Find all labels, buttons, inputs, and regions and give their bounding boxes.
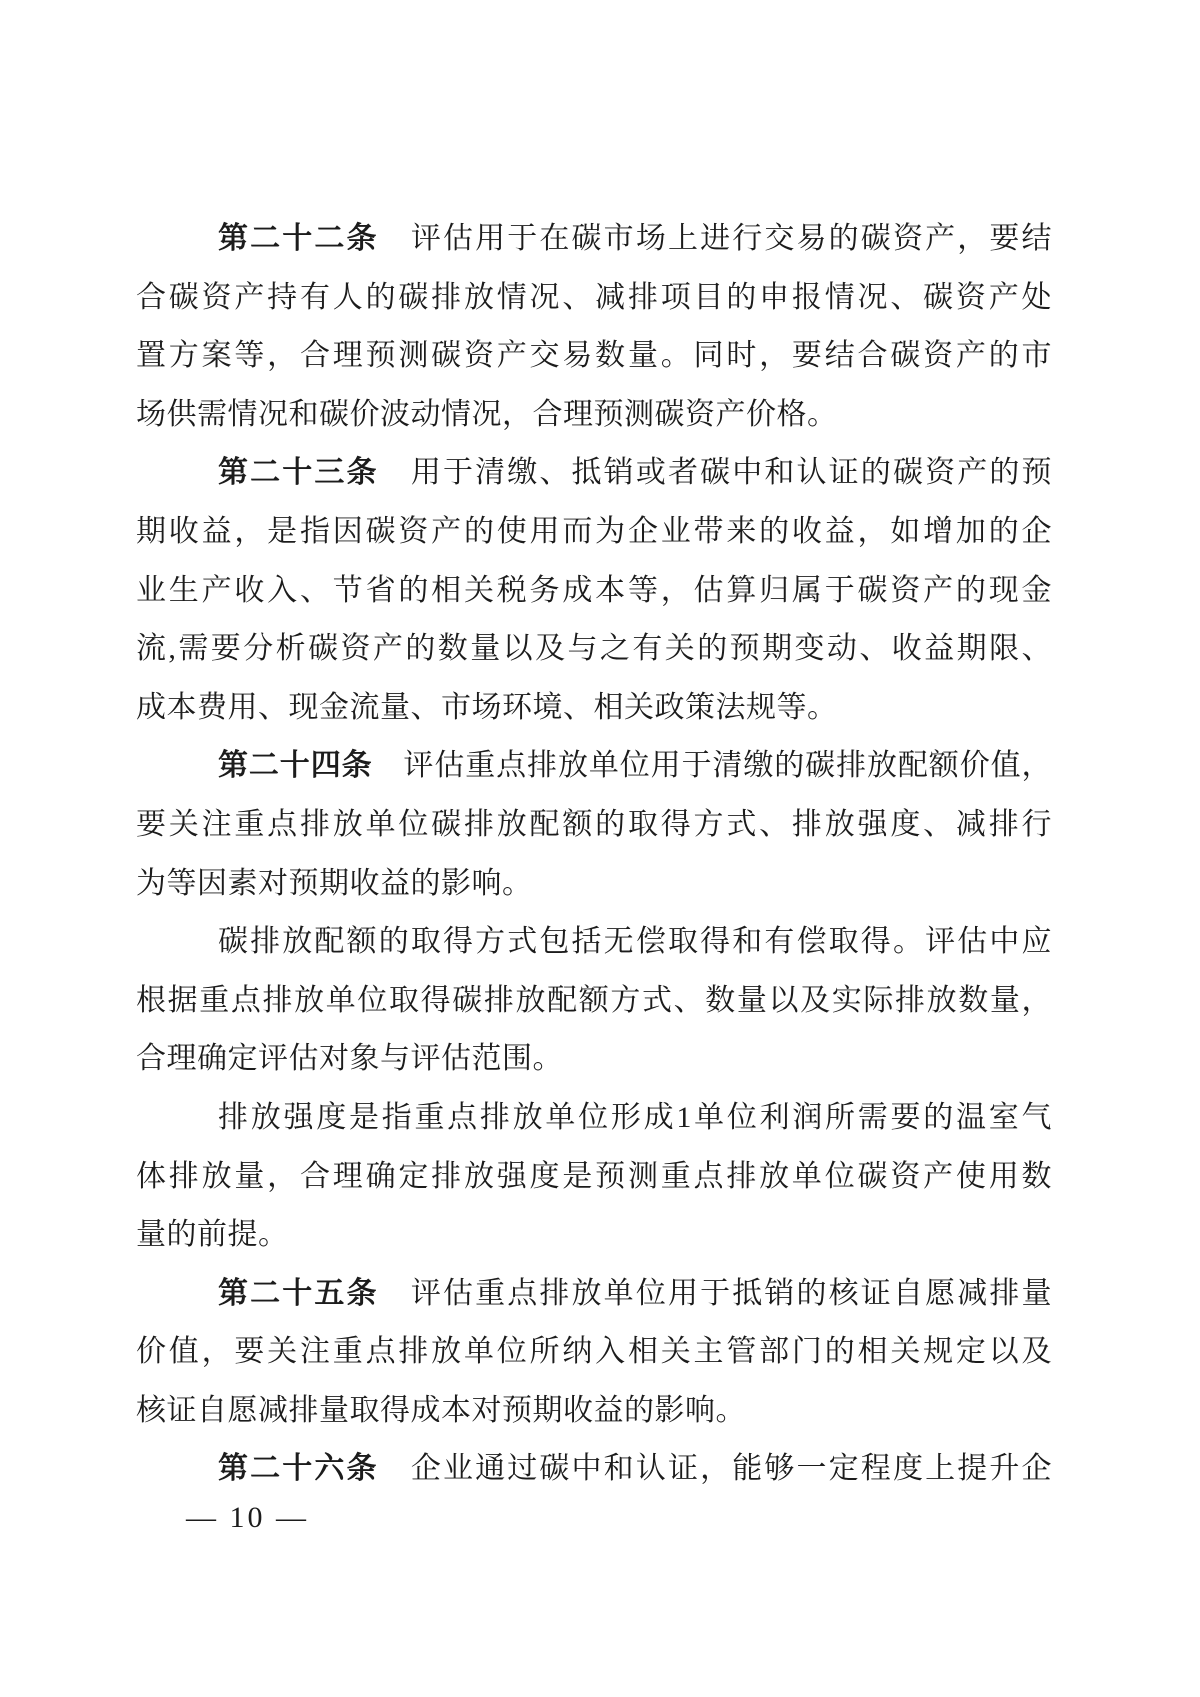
- line-text: 成本费用、现金流量、市场环境、相关政策法规等。: [136, 690, 838, 724]
- text-line: [136, 503, 1052, 562]
- line-text: 评估重点排放单位用于抵销的核证自愿减排量: [378, 1276, 1053, 1310]
- line-text: 流,需要分析碳资产的数量以及与之有关的预期变动、收益期限、: [136, 632, 1052, 666]
- line-text: 评估重点排放单位用于清缴的碳排放配额价值，: [372, 749, 1053, 783]
- text-line: [136, 620, 1052, 679]
- line-text: 价值，要关注重点排放单位所纳入相关主管部门的相关规定以及: [136, 1335, 1052, 1369]
- article-number: 第二十三条: [218, 456, 379, 490]
- line-text: 合理确定评估对象与评估范围。: [136, 1042, 563, 1076]
- text-line: [136, 737, 1052, 796]
- text-line: [136, 1382, 1052, 1441]
- text-line: [136, 1265, 1052, 1324]
- line-text: 根据重点排放单位取得碳排放配额方式、数量以及实际排放数量，: [136, 983, 1052, 1017]
- line-text: 为等因素对预期收益的影响。: [136, 866, 533, 900]
- text-line: [136, 796, 1052, 855]
- page-number-footer: — 10 —: [186, 1501, 309, 1534]
- line-text: 企业通过碳中和认证，能够一定程度上提升企: [378, 1452, 1053, 1486]
- text-line: [136, 562, 1052, 621]
- text-line: [136, 1323, 1052, 1382]
- line-text: 置方案等，合理预测碳资产交易数量。同时，要结合碳资产的市: [136, 339, 1052, 373]
- line-text: 合碳资产持有人的碳排放情况、减排项目的申报情况、碳资产处: [136, 280, 1052, 314]
- text-line: [136, 679, 1052, 738]
- line-text: 场供需情况和碳价波动情况，合理预测碳资产价格。: [136, 397, 838, 431]
- article-number: 第二十六条: [218, 1452, 379, 1486]
- text-line: [136, 327, 1052, 386]
- line-text: 要关注重点排放单位碳排放配额的取得方式、排放强度、减排行: [136, 807, 1052, 841]
- text-line: [136, 1148, 1052, 1207]
- line-text: 期收益，是指因碳资产的使用而为企业带来的收益，如增加的企: [136, 514, 1052, 548]
- text-line: [136, 386, 1052, 445]
- text-line: [136, 1206, 1052, 1265]
- line-text: 体排放量，合理确定排放强度是预测重点排放单位碳资产使用数: [136, 1159, 1052, 1193]
- text-line: [136, 1089, 1052, 1148]
- text-line: [136, 210, 1052, 269]
- text-line: [136, 1030, 1052, 1089]
- document-body: [136, 210, 1052, 1499]
- text-line: [136, 269, 1052, 328]
- text-line: [136, 913, 1052, 972]
- line-text: 量的前提。: [136, 1218, 289, 1252]
- line-text: 排放强度是指重点排放单位形成1单位利润所需要的温室气: [218, 1100, 1052, 1134]
- article-number: 第二十四条: [218, 749, 373, 783]
- text-line: [136, 1440, 1052, 1499]
- text-line: [136, 444, 1052, 503]
- line-text: 业生产收入、节省的相关税务成本等，估算归属于碳资产的现金: [136, 573, 1052, 607]
- text-line: [136, 855, 1052, 914]
- article-number: 第二十五条: [218, 1276, 379, 1310]
- line-text: 碳排放配额的取得方式包括无偿取得和有偿取得。评估中应: [218, 925, 1052, 959]
- article-number: 第二十二条: [218, 222, 379, 255]
- line-text: 用于清缴、抵销或者碳中和认证的碳资产的预: [378, 456, 1053, 490]
- line-text: 评估用于在碳市场上进行交易的碳资产，要结: [378, 222, 1053, 255]
- line-text: 核证自愿减排量取得成本对预期收益的影响。: [136, 1393, 746, 1427]
- text-line: [136, 972, 1052, 1031]
